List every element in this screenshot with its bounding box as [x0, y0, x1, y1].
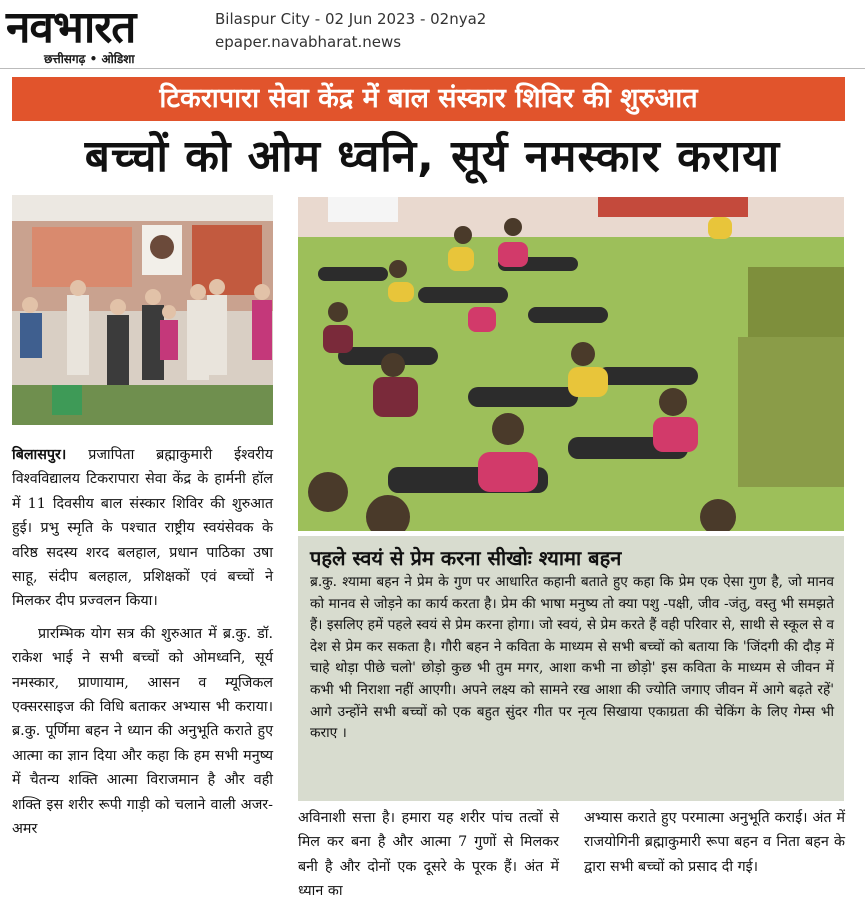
edition-info: Bilaspur City - 02 Jun 2023 - 02nya2 [215, 10, 487, 28]
article-column-1 [12, 443, 273, 842]
article-column-3: अभ्यास कराते हुए परमात्मा अनुभूति कराई। अंत में राजयोगिनी ब्रह्माकुमारी रूपा बहन व निता बहन के द्वारा सभी बच्चों को प्रसाद दी गई। [584, 810, 845, 875]
main-headline: बच्चों को ओम ध्वनि, सूर्य नमस्कार कराया [84, 131, 781, 182]
paragraph-2: प्रारम्भिक योग सत्र की शुरुआत में ब्र.कु. डॉ. राकेश भाई ने सभी बच्चों को ओमध्वनि, सूर्य नमस्कार, प्राणायाम, आसन व म्यूजिकल एक्सरसाइज की विधि बताकर अभ्यास भी कराया। ब्र.कु. पूर्णिमा बहन ने ध्यान की अनुभूति कराते हुए आत्मा का ज्ञान दिया और कहा कि हम सभी मनुष्य में चैतन्य शक्ति आत्मा विराजमान है और वही शक्ति इस शरीर रूपी गाड़ी को चलाने वाली अजर-अमर [12, 625, 273, 838]
kicker-headline: टिकरापारा सेवा केंद्र में बाल संस्कार शिविर की शुरुआत [12, 77, 845, 121]
logo-regions: छत्तीसगढ़ • ओडिशा [44, 52, 135, 66]
box-text: ब्र.कु. श्यामा बहन ने प्रेम के गुण पर आधारित कहानी बताते हुए कहा कि प्रेम एक ऐसा गुण है, जो मानव को मानव से जोड़ने का कार्य करता है। प्रेम की भाषा मनुष्य तो क्या पशु -पक्षी, जीव -जंतु, वस्तु भी समझते हैं। इसलिए हमें पहले स्वयं से प्रेम करना होगा। जो स्वयं, से प्रेम करते हैं वही परिवार से, साथी से स्कूल से व देश से प्रेम कर सकता है। गौरी बहन ने कविता के माध्यम से सभी बच्चों को बताया कि 'जिंदगी की दौड़ में चाहे थोड़ा पीछे चलो' छोड़ो कुछ भी तुम मगर, आशा कभी ना छोड़ो' इस कविता के माध्यम से जीवन में कभी भी निराशा नहीं आएगी। अपने लक्ष्य को सामने रख आशा की ज्योति जगाए जीवन में आगे बढ़ते रहें' आगे उन्होंने सभी बच्चों को एक बहुत सुंदर गीत पर नृत्य सिखाया एकाग्रता की चेकिंग के लिए गेम्स भी कराए । [310, 574, 834, 742]
box-title: पहले स्वयं से प्रेम करना सीखोः श्यामा बहन [310, 546, 622, 570]
yoga-session-photo [298, 197, 844, 531]
paragraph-1-text: प्रजापिता ब्रह्माकुमारी ईश्वरीय विश्वविद्यालय टिकरापारा सेवा केंद्र के हार्मनी हॉल में 11 दिवसीय बाल संस्कार शिविर की शुरुआत हुई। प्रभु स्मृति के पश्चात राष्ट्रीय स्वयंसेवक के वरिष्ठ सदस्य शरद बलहाल, प्रधान पाठिका उषा साहू, संदीप बलहाल, प्रशिक्षकों एवं बच्चों ने मिलकर दीप प्रज्वलन किया। [12, 447, 274, 610]
dateline: बिलासपुर। [12, 447, 67, 463]
masthead-divider [0, 68, 865, 69]
paragraph-1 [12, 443, 273, 614]
article-column-2: अविनाशी सत्ता है। हमारा यह शरीर पांच तत्वों से मिल कर बना है और आत्मा 7 गुणों से मिलकर बनी है और दोनों एक दूसरे के पूरक हैं। अंत में ध्यान का [298, 810, 559, 900]
ceremony-photo [12, 195, 273, 425]
epaper-url[interactable]: epaper.navabharat.news [215, 33, 402, 51]
newspaper-logo: नवभारत [6, 2, 136, 53]
